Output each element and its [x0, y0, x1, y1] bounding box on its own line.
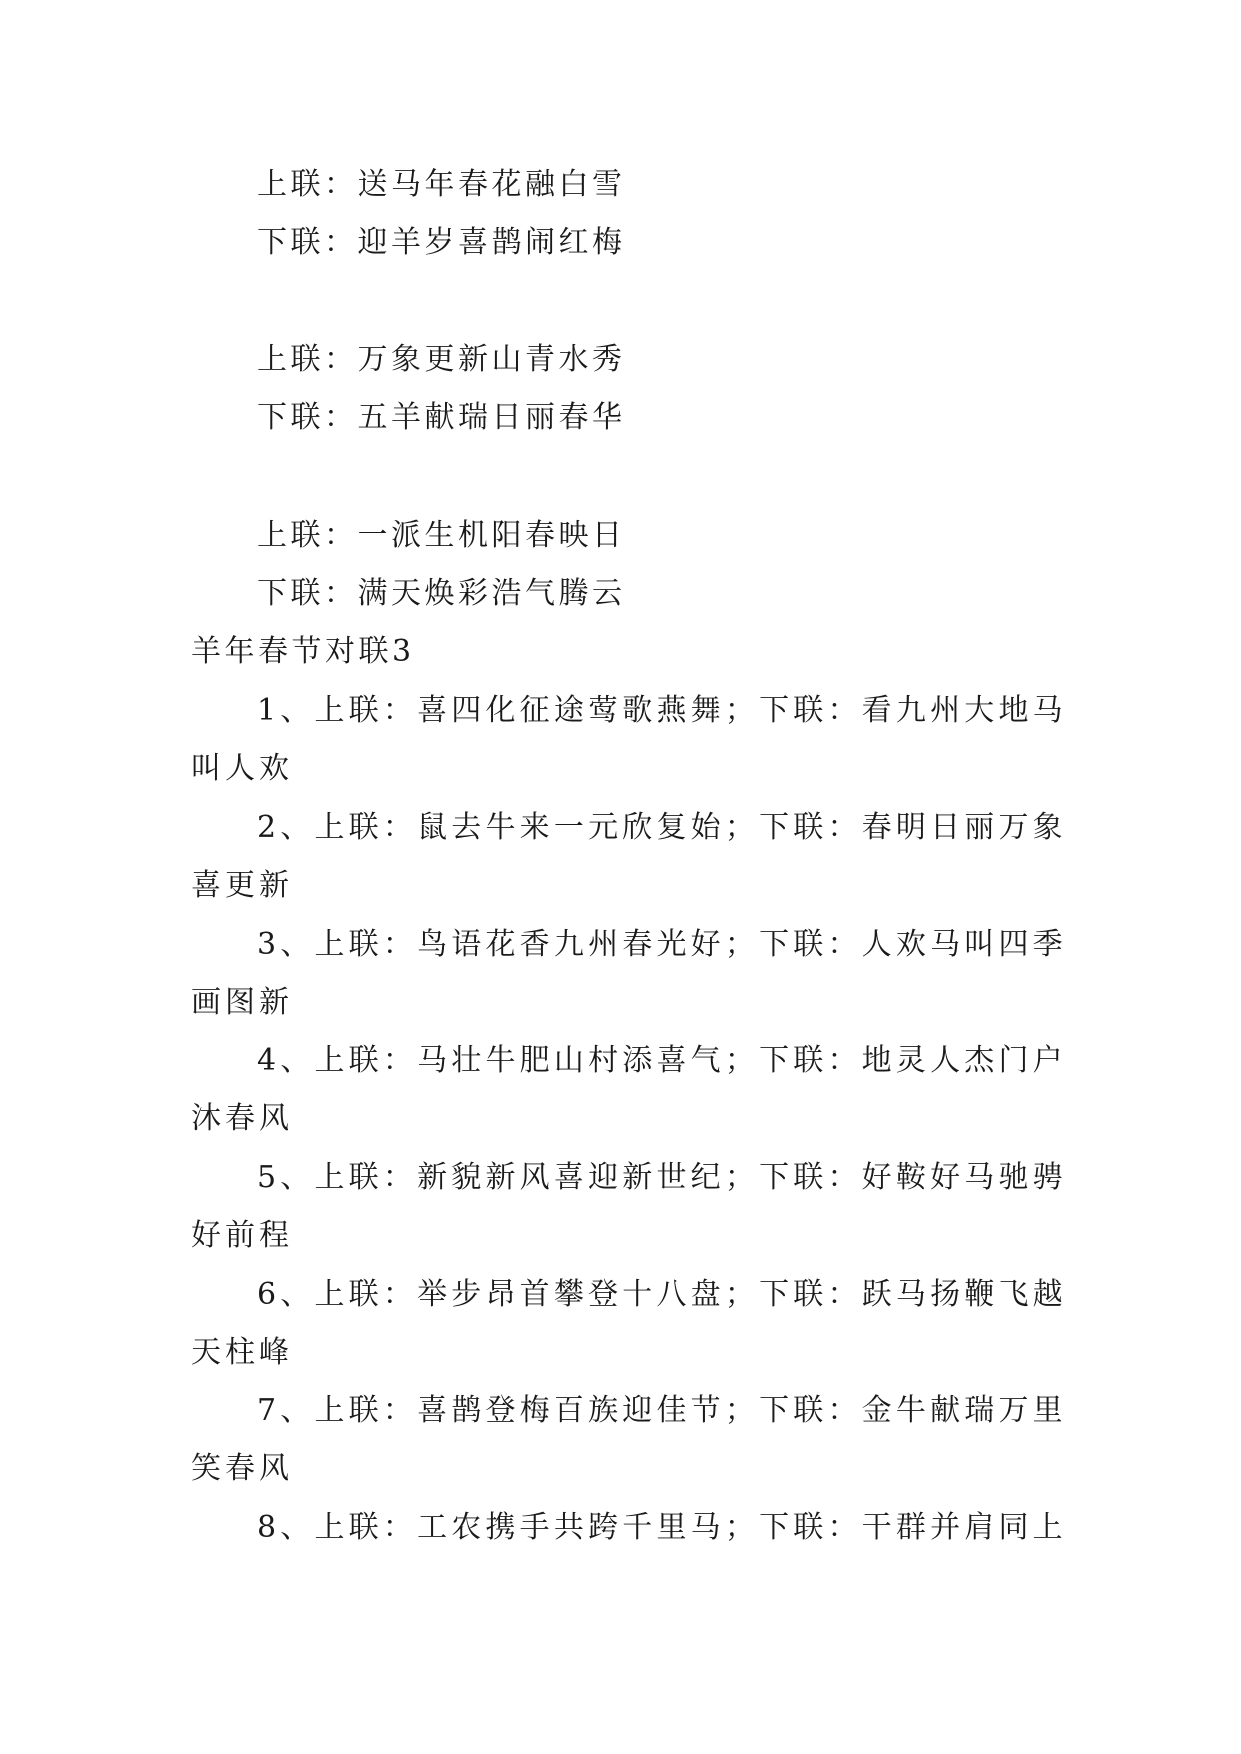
numbered-item-5-line1: 5、上联：新貌新风喜迎新世纪；下联：好鞍好马驰骋 [257, 1160, 1067, 1195]
numbered-item-3-line2: 画图新 [191, 985, 293, 1020]
couplet-2-upper: 上联：万象更新山青水秀 [257, 342, 626, 377]
couplet-3-lower: 下联：满天焕彩浩气腾云 [257, 576, 626, 611]
numbered-item-4-line2: 沐春风 [191, 1101, 293, 1136]
numbered-item-6-line1: 6、上联：举步昂首攀登十八盘；下联：跃马扬鞭飞越 [257, 1277, 1067, 1312]
numbered-item-7-line1: 7、上联：喜鹊登梅百族迎佳节；下联：金牛献瑞万里 [257, 1393, 1067, 1428]
numbered-item-8-line1: 8、上联：工农携手共跨千里马；下联：干群并肩同上 [257, 1510, 1067, 1545]
numbered-item-2-line2: 喜更新 [191, 868, 293, 903]
numbered-item-6-line2: 天柱峰 [191, 1335, 293, 1370]
couplet-3-upper: 上联：一派生机阳春映日 [257, 518, 626, 553]
numbered-item-5-line2: 好前程 [191, 1218, 293, 1253]
numbered-item-4-line1: 4、上联：马壮牛肥山村添喜气；下联：地灵人杰门户 [257, 1043, 1067, 1078]
section-title: 羊年春节对联3 [191, 634, 415, 669]
numbered-item-2-line1: 2、上联：鼠去牛来一元欣复始；下联：春明日丽万象 [257, 810, 1067, 845]
couplet-1-lower: 下联：迎羊岁喜鹊闹红梅 [257, 225, 626, 260]
numbered-item-1-line1: 1、上联：喜四化征途莺歌燕舞；下联：看九州大地马 [257, 693, 1067, 728]
numbered-item-1-line2: 叫人欢 [191, 751, 293, 786]
numbered-item-3-line1: 3、上联：鸟语花香九州春光好；下联：人欢马叫四季 [257, 927, 1067, 962]
couplet-2-lower: 下联：五羊献瑞日丽春华 [257, 400, 626, 435]
numbered-item-7-line2: 笑春风 [191, 1451, 293, 1486]
couplet-1-upper: 上联：送马年春花融白雪 [257, 167, 626, 202]
